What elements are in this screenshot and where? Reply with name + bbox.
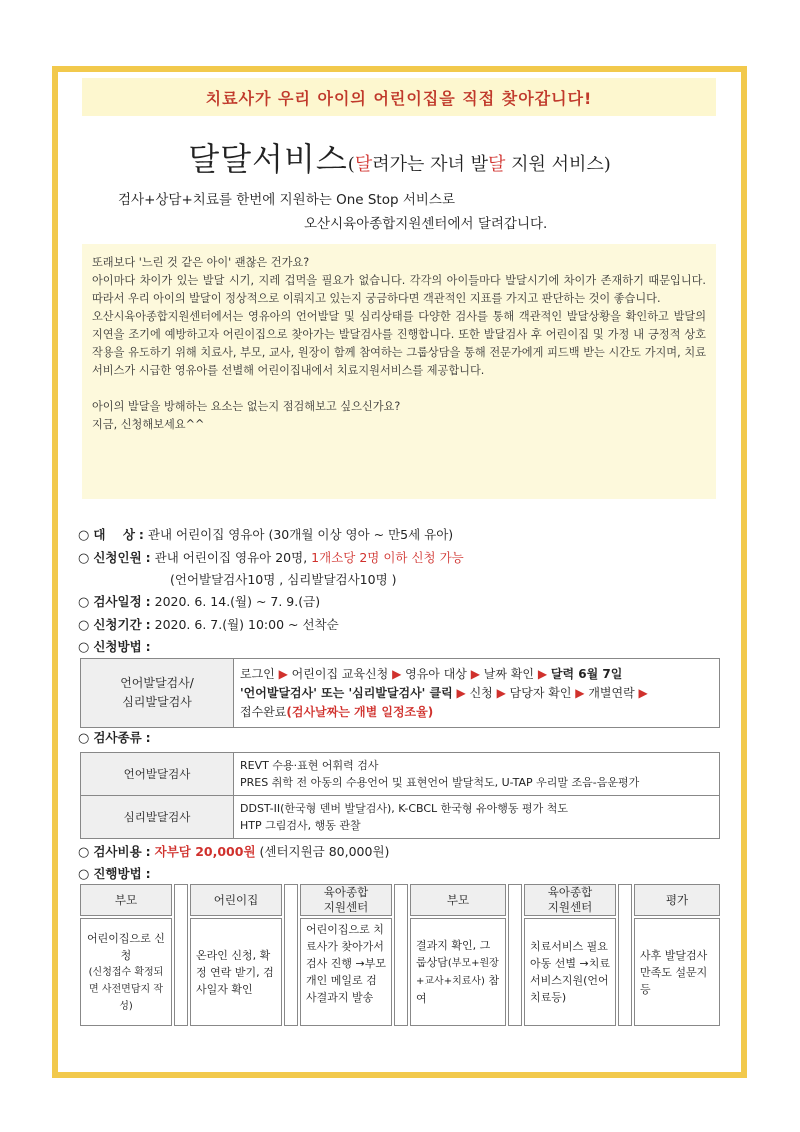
method-head: 언어발달검사/ 심리발달검사 bbox=[81, 659, 234, 728]
step-head: 육아종합 지원센터 bbox=[524, 884, 616, 916]
service-title bbox=[58, 134, 741, 180]
notice-paragraph-2: 오산시육아종합지원센터에서는 영유아의 언어발달 및 심리상태를 다양한 검사를 통해 객관적인 발달상황을 확인하고 발달의 지연을 조기에 예방하고자 어린이집으로 찾아가는 발달검사를 진행합니다. 또한 발달검사 후 어린이집 및 가정 내 긍정적 상호작용을 유도하기 위해 치료사, 부모, 교사, 원장이 함께 참여하는 그룹상담을 통해 전문가에게 피드백 받는 시간도 가지며, 치료서비스가 시급한 영유아를 선별해 어린이집내에서 치료지원서비스를 제공합니다. bbox=[92, 310, 706, 377]
notice-box bbox=[82, 244, 716, 499]
circle-bullet-icon: ○ bbox=[78, 640, 90, 655]
info-types: ○ 검사종류 : bbox=[78, 730, 151, 746]
info-applicants-detail: (언어발달검사10명 , 심리발달검사10명 ) bbox=[170, 572, 397, 587]
circle-bullet-icon: ○ bbox=[78, 595, 90, 610]
step-head: 어린이집 bbox=[190, 884, 282, 916]
info-method: ○ 신청방법 : bbox=[78, 639, 151, 655]
title-main: 달달서비스 bbox=[188, 140, 348, 178]
info-cost: ○ 검사비용 : 자부담 20,000원 (센터지원금 80,000원) bbox=[78, 844, 390, 860]
circle-bullet-icon: ○ bbox=[78, 618, 90, 633]
step-head: 육아종합 지원센터 bbox=[300, 884, 392, 916]
info-period: ○ 신청기간 : 2020. 6. 7.(월) 10:00 ~ 선착순 bbox=[78, 617, 339, 633]
step-head: 부모 bbox=[410, 884, 506, 916]
notice-cta: 지금, 신청해보세요^^ bbox=[92, 418, 205, 431]
notice-question: 또래보다 '느린 것 같은 아이' 괜찮은 건가요? bbox=[92, 256, 310, 269]
circle-bullet-icon: ○ bbox=[78, 845, 90, 860]
info-process: ○ 진행방법 : bbox=[78, 866, 151, 882]
headline-banner: 치료사가 우리 아이의 어린이집을 직접 찾아갑니다! bbox=[82, 78, 716, 116]
type-detail: REVT 수용·표현 어휘력 검사 PRES 취학 전 아동의 수용언어 및 표현언어 발달척도, U-TAP 우리말 조음-음운평가 bbox=[234, 753, 720, 796]
flyer-frame bbox=[52, 66, 747, 1078]
info-applicants: ○ 신청인원 : 관내 어린이집 영유아 20명, 1개소당 2명 이하 신청 가능 bbox=[78, 550, 464, 566]
step-body: 사후 발달검사 만족도 설문지 등 bbox=[634, 918, 720, 1026]
step-head: 평가 bbox=[634, 884, 720, 916]
intro-line-1: 검사+상담+치료를 한번에 지원하는 One Stop 서비스로 bbox=[118, 192, 455, 208]
step-body: 치료서비스 필요 아동 선별 →치료서비스지원(언어치료등) bbox=[524, 918, 616, 1026]
notice-question-2: 아이의 발달을 방해하는 요소는 없는지 점검해보고 싶으신가요? bbox=[92, 400, 401, 413]
types-table bbox=[80, 752, 720, 839]
step-body: 결과지 확인, 그룹상담(부모+원장+교사+치료사) 참여 bbox=[410, 918, 506, 1026]
intro-line-2: 오산시육아종합지원센터에서 달려갑니다. bbox=[304, 216, 548, 232]
circle-bullet-icon: ○ bbox=[78, 528, 90, 543]
step-head: 부모 bbox=[80, 884, 172, 916]
notice-paragraph-1: 아이마다 차이가 있는 발달 시기, 지레 겁먹을 필요가 없습니다. 각각의 아이들마다 발달시기에 차이가 존재하기 때문입니다. 따라서 우리 아이의 발달이 정상적으로 이뤄지고 있는지 궁금하다면 객관적인 지표를 가지고 판단하는 것이 좋습니다. bbox=[92, 274, 706, 305]
type-detail: DDST-II(한국형 덴버 발달검사), K-CBCL 한국형 유아행동 평가 척도 HTP 그림검사, 행동 관찰 bbox=[234, 796, 720, 839]
circle-bullet-icon: ○ bbox=[78, 731, 90, 746]
type-name: 언어발달검사 bbox=[81, 753, 234, 796]
title-sub: (달려가는 자녀 발달 지원 서비스) bbox=[347, 154, 611, 175]
circle-bullet-icon: ○ bbox=[78, 867, 90, 882]
step-body: 어린이집으로 신청 (신청접수 확정되면 사전면담지 작성) bbox=[80, 918, 172, 1026]
step-body: 어린이집으로 치료사가 찾아가서 검사 진행 →부모 개인 메일로 검사결과지 발송 bbox=[300, 918, 392, 1026]
circle-bullet-icon: ○ bbox=[78, 551, 90, 566]
step-body: 온라인 신청, 확정 연락 받기, 검사일자 확인 bbox=[190, 918, 282, 1026]
method-table bbox=[80, 658, 720, 728]
info-schedule: ○ 검사일정 : 2020. 6. 14.(월) ~ 7. 9.(금) bbox=[78, 594, 321, 610]
type-name: 심리발달검사 bbox=[81, 796, 234, 839]
info-target: ○ 대 상 : 관내 어린이집 영유아 (30개월 이상 영아 ~ 만5세 유아) bbox=[78, 527, 454, 543]
method-steps: 로그인 ▶ 어린이집 교육신청 ▶ 영유아 대상 ▶ 날짜 확인 ▶ 달력 6월 7일 '언어발달검사' 또는 '심리발달검사' 클릭 ▶ 신청 ▶ 담당자 확인 ▶ 개별연락 ▶ 접수완료(검사날짜는 개별 일정조율) bbox=[234, 659, 720, 728]
